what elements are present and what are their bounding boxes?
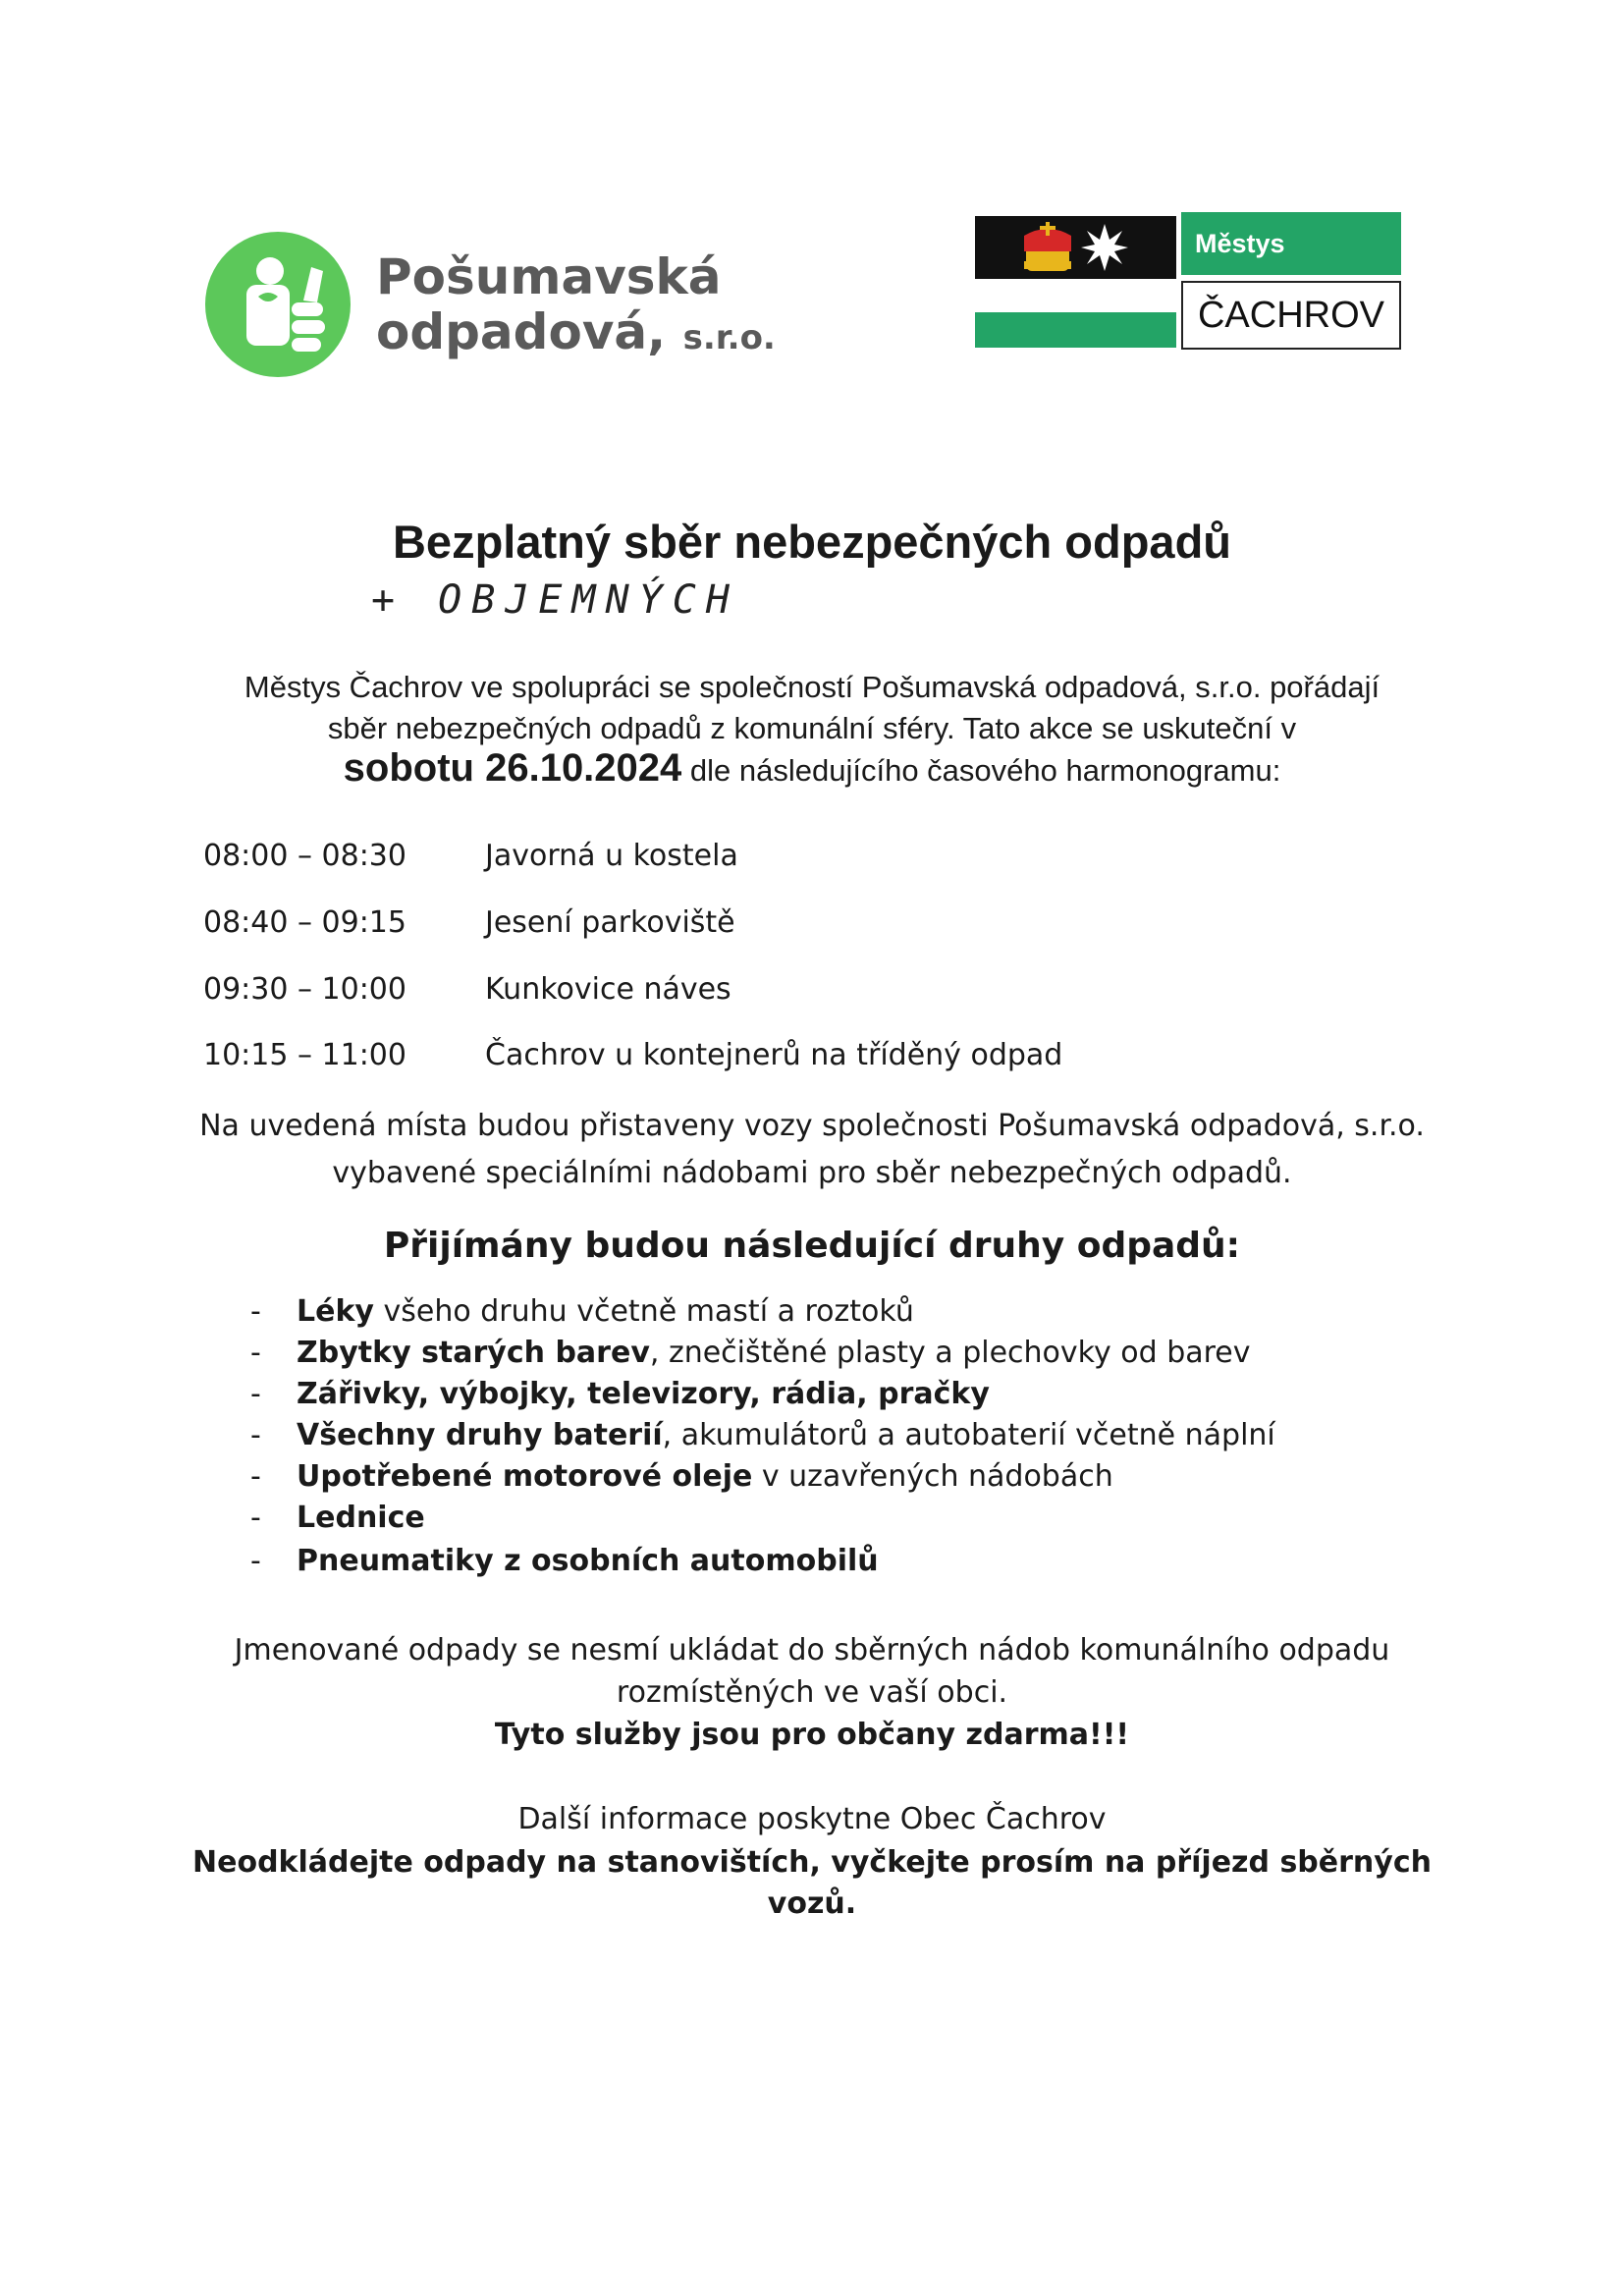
warning-line-2: vozů.: [767, 1886, 857, 1921]
recycling-hand-icon: [201, 228, 358, 385]
intro-line-2: sběr nebezpečných odpadů z komunální sféry. Tato akce se uskuteční v: [327, 711, 1297, 745]
schedule-place: Jesení parkoviště: [485, 905, 735, 940]
schedule-time: 09:30 – 10:00: [203, 972, 406, 1007]
schedule-row: [0, 837, 1624, 876]
waste-type-detail: , znečištěné plasty a plechovky od barev: [649, 1336, 1251, 1370]
waste-type-bold: Pneumatiky z osobních automobilů: [297, 1544, 879, 1578]
event-date: sobotu 26.10.2024: [343, 746, 682, 790]
company-name-suffix: s.r.o.: [682, 318, 776, 357]
schedule-row: [0, 903, 1624, 943]
schedule-row: [0, 970, 1624, 1010]
company-name-line1: Pošumavská: [376, 248, 722, 305]
free-service-note: Tyto služby jsou pro občany zdarma!!!: [494, 1718, 1130, 1752]
flag-green-stripe: [975, 312, 1176, 348]
handwritten-note: + OBJEMNÝCH: [371, 577, 739, 623]
warning-line-1: Neodkládejte odpady na stanovištích, vyčkejte prosím na příjezd sběrných: [192, 1845, 1432, 1880]
municipality-name: ČACHROV: [1181, 281, 1401, 350]
vehicles-note-line-1: Na uvedená místa budou přistaveny vozy společnosti Pošumavská odpadová, s.r.o.: [199, 1109, 1425, 1143]
star-burst-icon: [1081, 224, 1128, 271]
schedule-time: 08:00 – 08:30: [203, 839, 406, 873]
list-dash: -: [250, 1336, 261, 1370]
notice-line-1: Jmenované odpady se nesmí ukládat do sběrných nádob komunálního odpadu: [234, 1633, 1390, 1667]
list-dash: -: [250, 1459, 261, 1494]
accepted-waste-heading: Přijímány budou následující druhy odpadů:: [383, 1226, 1241, 1266]
waste-type-bold: Lednice: [297, 1501, 425, 1535]
intro-line-3-rest: dle následujícího časového harmonogramu:: [681, 753, 1281, 788]
waste-type-bold: Všechny druhy baterií: [297, 1418, 663, 1452]
schedule-place: Javorná u kostela: [485, 839, 738, 873]
schedule-row: [0, 1036, 1624, 1075]
intro-line-1: Městys Čachrov ve spolupráci se společností Pošumavská odpadová, s.r.o. pořádají: [244, 670, 1380, 704]
schedule-place: Kunkovice náves: [485, 972, 731, 1007]
list-dash: -: [250, 1418, 261, 1452]
schedule-time: 10:15 – 11:00: [203, 1038, 406, 1072]
flag-black-stripe: [975, 216, 1176, 279]
waste-type-detail: v uzavřených nádobách: [752, 1459, 1113, 1494]
schedule-place: Čachrov u kontejnerů na tříděný odpad: [485, 1038, 1063, 1072]
page-title: Bezplatný sběr nebezpečných odpadů: [392, 516, 1231, 568]
municipality-emblem: [975, 212, 1403, 352]
company-name: [376, 249, 776, 365]
waste-type-detail: všeho druhu včetně mastí a roztoků: [373, 1294, 914, 1329]
waste-type-detail: , akumulátorů a autobaterií včetně náplní: [662, 1418, 1275, 1452]
notice-line-2: rozmístěných ve vaší obci.: [616, 1675, 1008, 1710]
company-logo: [201, 228, 776, 385]
crown-icon: [1024, 222, 1071, 271]
schedule-time: 08:40 – 09:15: [203, 905, 406, 940]
flag-white-stripe: [975, 279, 1176, 312]
list-dash: -: [250, 1294, 261, 1329]
company-name-line2: odpadová,: [376, 303, 667, 360]
vehicles-note-line-2: vybavené speciálními nádobami pro sběr nebezpečných odpadů.: [332, 1156, 1292, 1190]
municipality-label: Městys: [1181, 212, 1401, 275]
intro-line-3: [0, 748, 1624, 791]
list-dash: -: [250, 1544, 261, 1578]
info-line: Další informace poskytne Obec Čachrov: [517, 1802, 1107, 1836]
list-dash: -: [250, 1377, 261, 1411]
waste-type-bold: Upotřebené motorové oleje: [297, 1459, 753, 1494]
list-dash: -: [250, 1501, 261, 1535]
waste-type-bold: Zbytky starých barev: [297, 1336, 650, 1370]
waste-type-bold: Zářivky, výbojky, televizory, rádia, pračky: [297, 1377, 990, 1411]
waste-type-bold: Léky: [297, 1294, 374, 1329]
